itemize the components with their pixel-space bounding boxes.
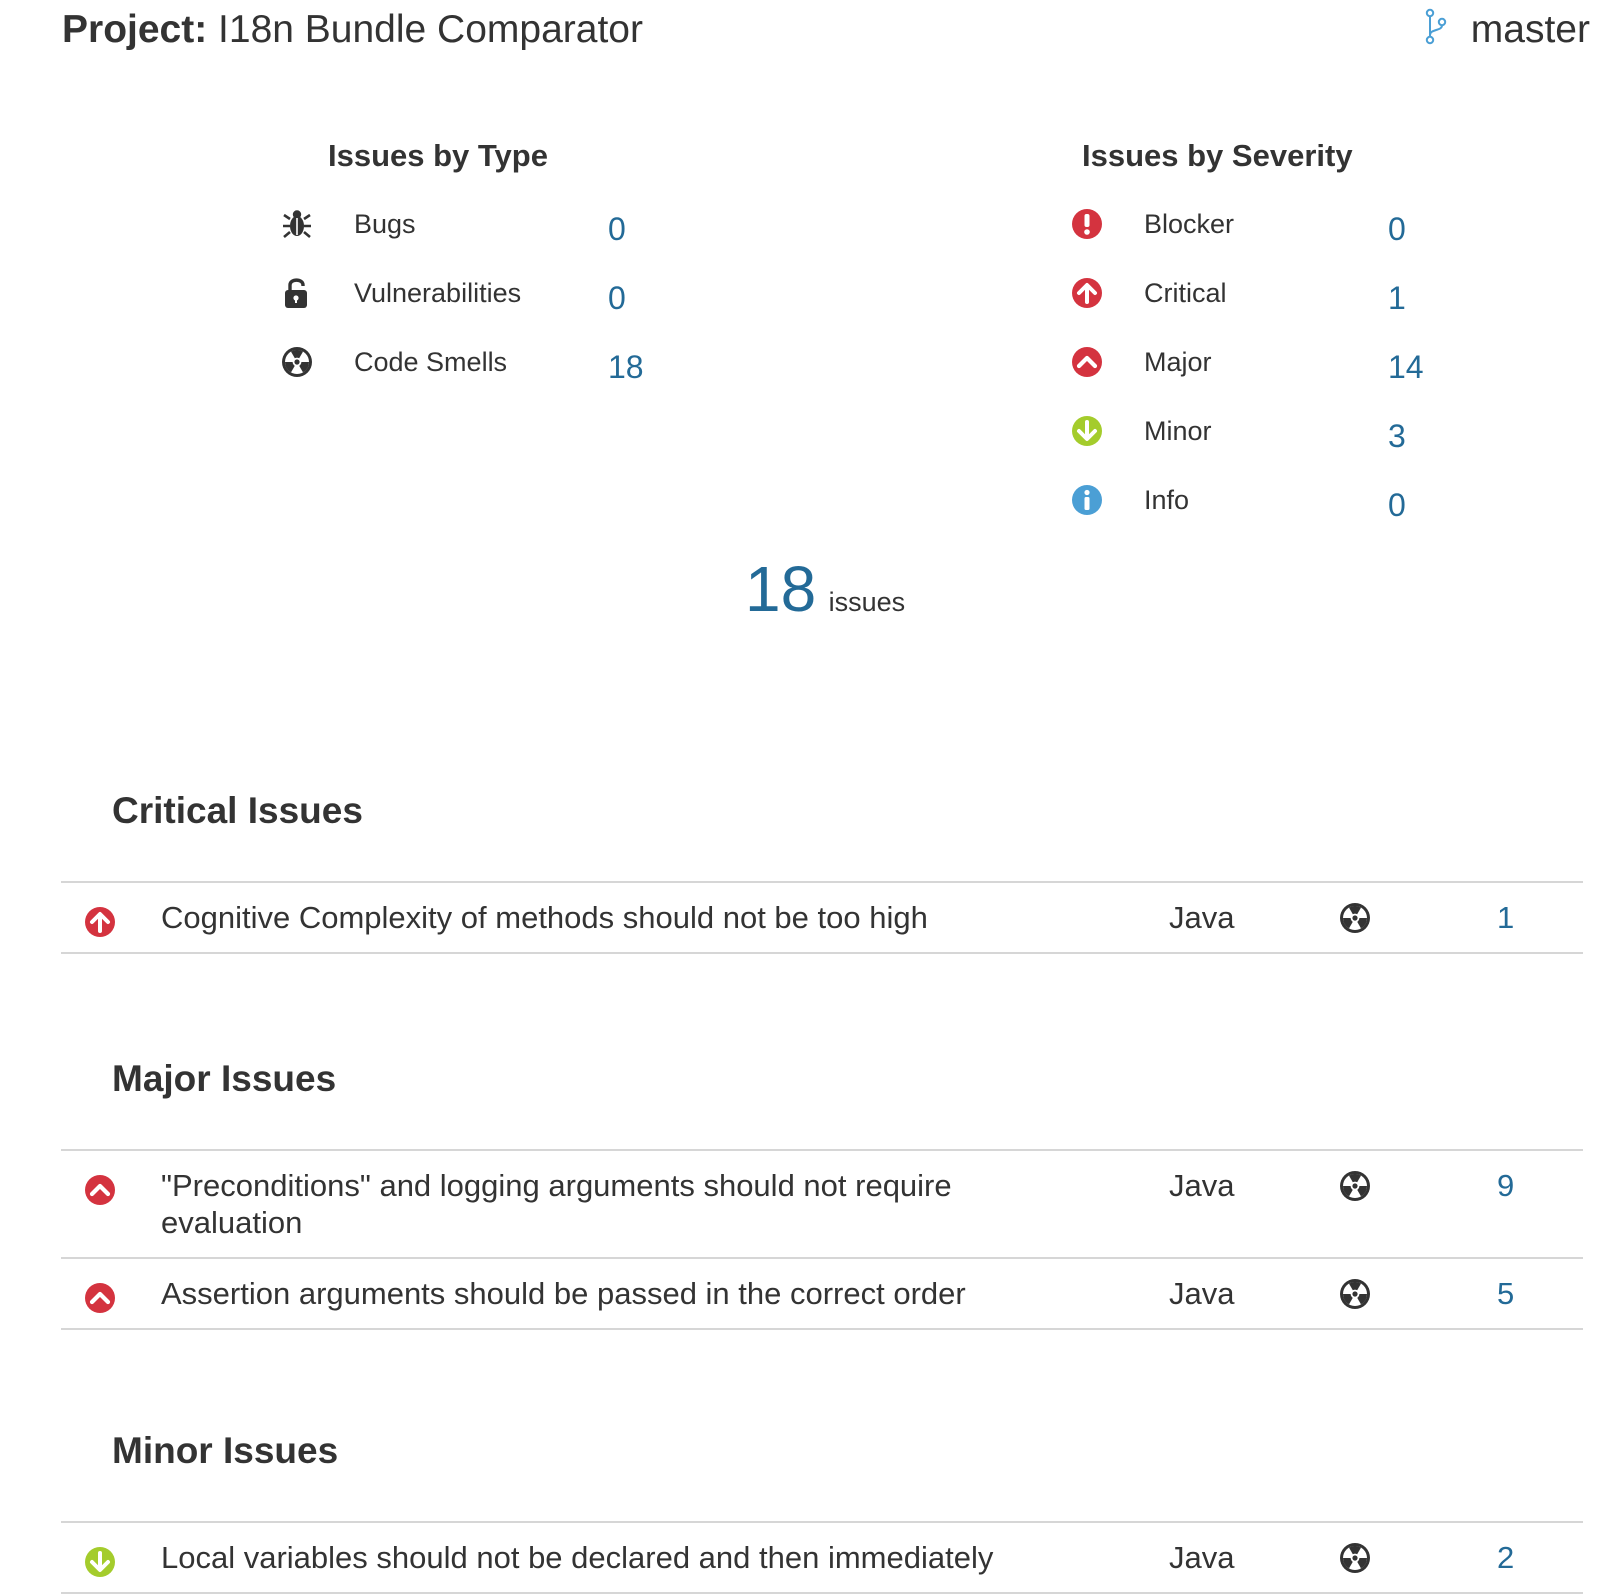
info-icon [1070,483,1104,517]
severity-label: Major [1144,347,1212,377]
rule-name: "Preconditions" and logging arguments should not require evaluation [161,1168,952,1240]
minor-icon [1070,414,1104,448]
total-issues-label: issues [828,587,906,617]
table-row[interactable] [61,1259,1583,1330]
rule-issue-count-link[interactable]: 5 [1497,1276,1515,1311]
rule-name: Assertion arguments should be passed in the correct order [161,1276,966,1311]
unlock-icon [280,276,314,310]
rule-name: Local variables should not be declared and then immediately [161,1540,994,1575]
radiation-icon [1338,901,1372,935]
critical-icon [1070,276,1104,310]
major-count-link[interactable]: 14 [1388,349,1424,385]
major-icon [83,1173,117,1207]
critical-issues-table [61,881,1583,954]
project-label: Project: [62,8,208,51]
issues-by-type-title: Issues by Type [328,138,548,173]
table-row[interactable] [61,1151,1583,1259]
major-issues-title: Major Issues [112,1058,337,1099]
rule-issue-count-link[interactable]: 9 [1497,1168,1515,1203]
project-name: I18n Bundle Comparator [218,8,643,51]
severity-label: Info [1144,485,1190,515]
blocker-count-link[interactable]: 0 [1388,211,1406,247]
critical-issues-title: Critical Issues [112,790,363,831]
project-title [62,4,643,56]
vulnerabilities-count-link[interactable]: 0 [608,280,626,316]
type-label: Vulnerabilities [354,278,522,308]
total-issues [745,552,905,626]
rule-issue-count-link[interactable]: 2 [1497,1540,1515,1575]
critical-count-link[interactable]: 1 [1388,280,1406,316]
severity-label: Critical [1144,278,1227,308]
info-count-link[interactable]: 0 [1388,487,1406,523]
radiation-icon [1338,1541,1372,1575]
branch-name: master [1470,8,1590,51]
rule-language: Java [1169,1168,1235,1203]
minor-issues-title: Minor Issues [112,1430,339,1471]
rule-language: Java [1169,900,1235,935]
code-smells-count-link[interactable]: 18 [608,349,644,385]
rule-language: Java [1169,1276,1235,1311]
radiation-icon [280,345,314,379]
type-label: Bugs [354,209,416,239]
branch-indicator [1471,4,1590,56]
bug-icon [280,207,314,241]
bugs-count-link[interactable]: 0 [608,211,626,247]
total-issues-count[interactable]: 18 [745,553,817,625]
critical-icon [83,905,117,939]
minor-icon [83,1545,117,1579]
minor-count-link[interactable]: 3 [1388,418,1406,454]
issues-by-severity-title: Issues by Severity [1082,138,1353,173]
rule-issue-count-link[interactable]: 1 [1497,900,1515,935]
severity-label: Blocker [1144,209,1235,239]
radiation-icon [1338,1277,1372,1311]
report-header [62,4,1590,60]
major-icon [1070,345,1104,379]
minor-issues-table [61,1521,1583,1594]
radiation-icon [1338,1169,1372,1203]
major-issues-table [61,1149,1583,1330]
blocker-icon [1070,207,1104,241]
table-row[interactable] [61,883,1583,954]
rule-language: Java [1169,1540,1235,1575]
table-row[interactable] [61,1523,1583,1594]
severity-label: Minor [1144,416,1212,446]
major-icon [83,1281,117,1315]
type-label: Code Smells [354,347,508,377]
rule-name: Cognitive Complexity of methods should not be too high [161,900,928,935]
git-branch-icon [1423,8,1449,46]
